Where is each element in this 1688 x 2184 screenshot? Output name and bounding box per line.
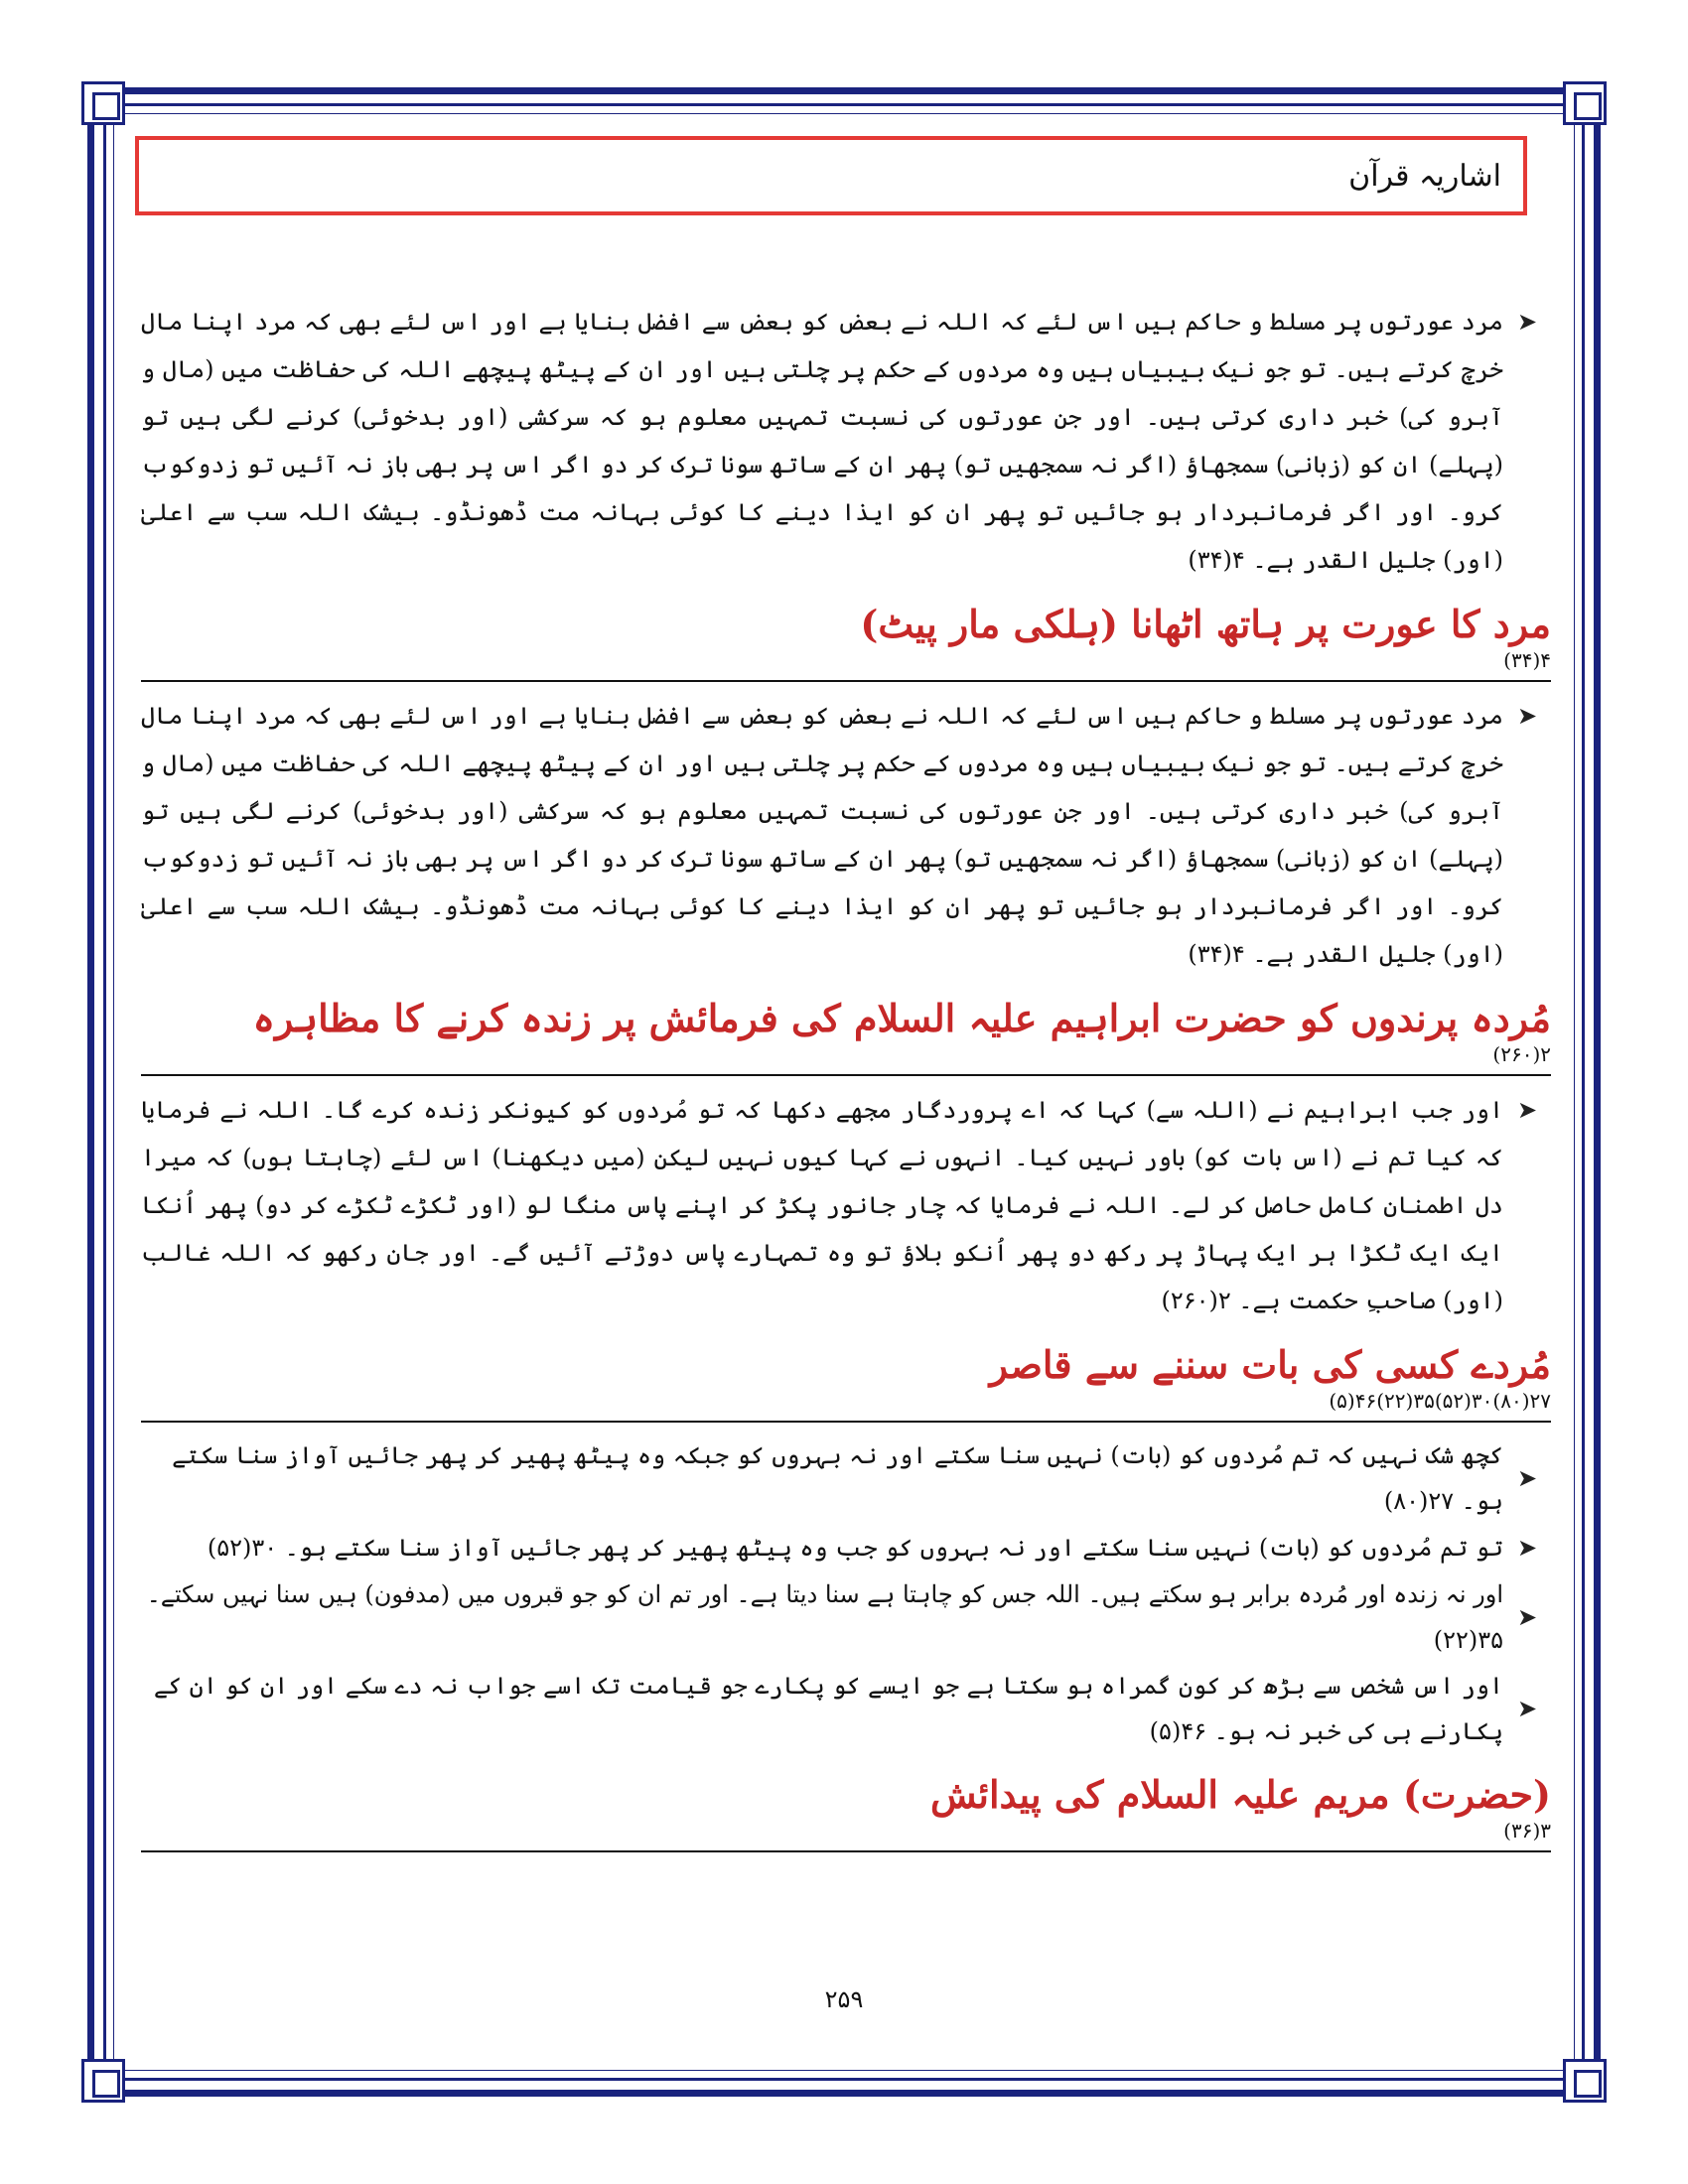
list-item bbox=[141, 1433, 1551, 1524]
list-item bbox=[141, 1571, 1551, 1663]
list-item bbox=[141, 1086, 1551, 1324]
page-title: اشاریہ قرآن bbox=[1348, 158, 1501, 194]
corner-ornament bbox=[1563, 2059, 1607, 2103]
list-item bbox=[141, 298, 1551, 584]
paragraph-text: مرد عورتوں پر مسلط و حاکم ہیں اس لئے کہ اللہ نے بعض کو بعض سے افضل بنایا ہے اور اس لئے بھی کہ مرد اپنا مال خرچ کرتے ہیں۔ تو جو نیک بیبیاں ہیں وہ مردوں کے حکم پر چلتی ہیں اور ان کے پیٹھ پیچھے اللہ کی حفاظت میں (مال و آبرو کی) خبر داری کرتی ہیں۔ اور جن عورتوں کی نسبت تمہیں معلوم ہو کہ سرکشی (اور بدخوئی) کرنے لگی ہیں تو (پہلے) ان کو (زبانی) سمجھاؤ (اگر نہ سمجھیں تو) پھر ان کے ساتھ سونا ترک کر دو اگر اس پر بھی باز نہ آئیں تو زدوکوب کرو۔ اور اگر فرمانبردار ہو جائیں تو پھر ان کو ایذا دینے کا کوئی بہانہ مت ڈھونڈو۔ بیشک اللہ سب سے اعلیٰ (اور) جلیل القدر ہے۔ ۴(۳۴) bbox=[141, 702, 1504, 968]
verse-reference: ۲۷(۸۰)۳۰(۵۲)۳۵(۲۲)۴۶(۵) bbox=[1329, 1389, 1551, 1413]
list-item bbox=[141, 1524, 1551, 1571]
main-content bbox=[141, 298, 1551, 1862]
paragraph-text: مرد عورتوں پر مسلط و حاکم ہیں اس لئے کہ اللہ نے بعض کو بعض سے افضل بنایا ہے اور اس لئے بھی کہ مرد اپنا مال خرچ کرتے ہیں۔ تو جو نیک بیبیاں ہیں وہ مردوں کے حکم پر چلتی ہیں اور ان کے پیٹھ پیچھے اللہ کی حفاظت میں (مال و آبرو کی) خبر داری کرتی ہیں۔ اور جن عورتوں کی نسبت تمہیں معلوم ہو کہ سرکشی (اور بدخوئی) کرنے لگی ہیں تو (پہلے) ان کو (زبانی) سمجھاؤ (اگر نہ سمجھیں تو) پھر ان کے ساتھ سونا ترک کر دو اگر اس پر بھی باز نہ آئیں تو زدوکوب کرو۔ اور اگر فرمانبردار ہو جائیں تو پھر ان کو ایذا دینے کا کوئی بہانہ مت ڈھونڈو۔ بیشک اللہ سب سے اعلیٰ (اور) جلیل القدر ہے۔ ۴(۳۴) bbox=[141, 308, 1504, 574]
verse-reference: ۴(۳۴) bbox=[1503, 648, 1551, 672]
paragraph-text: اور اس شخص سے بڑھ کر کون گمراہ ہو سکتا ہے جو ایسے کو پکارے جو قیامت تک اسے جواب نہ دے سکے اور ان کو ان کے پکارنے ہی کی خبر نہ ہو۔ ۴۶(۵) bbox=[153, 1672, 1503, 1745]
paragraph-text: کچھ شک نہیں کہ تم مُردوں کو (بات) نہیں سنا سکتے اور نہ بہروں کو جبکہ وہ پیٹھ پھیر کر پھر جائیں آواز سنا سکتے ہو۔ ۲۷(۸۰) bbox=[172, 1441, 1503, 1515]
corner-ornament bbox=[81, 81, 125, 125]
paragraph-text: اور جب ابراہیم نے (اللہ سے) کہا کہ اے پروردگار مجھے دکھا کہ تو مُردوں کو کیونکر زندہ کرے گا۔ اللہ نے فرمایا کہ کیا تم نے (اس بات کو) باور نہیں کیا۔ انہوں نے کہا کیوں نہیں لیکن (میں دیکھنا) اس لئے (چاہتا ہوں) کہ میرا دل اطمنان کامل حاصل کر لے۔ اللہ نے فرمایا کہ چار جانور پکڑ کر اپنے پاس منگا لو (اور ٹکڑے ٹکڑے کر دو) پھر اُنکا ایک ایک ٹکڑا ہر ایک پہاڑ پر رکھ دو پھر اُنکو بلاؤ تو وہ تمہارے پاس دوڑتے آئیں گے۔ اور جان رکھو کہ اللہ غالب (اور) صاحبِ حکمت ہے۔ ۲(۲۶۰) bbox=[141, 1096, 1503, 1314]
section-heading: مرد کا عورت پر ہاتھ اٹھانا (ہلکی مار پیٹ) bbox=[860, 602, 1551, 646]
verse-reference: ۲(۲۶۰) bbox=[1492, 1042, 1551, 1066]
divider bbox=[141, 1850, 1551, 1852]
page-number: ۲۵۹ bbox=[824, 1985, 864, 2013]
section-heading: مُردہ پرندوں کو حضرت ابراہیم علیہ السلام کی فرمائش پر زندہ کرنے کا مظاہرہ bbox=[252, 996, 1551, 1040]
arrow-bullet-icon: ➤ bbox=[1516, 1534, 1538, 1562]
arrow-bullet-icon: ➤ bbox=[1516, 1695, 1538, 1722]
divider bbox=[141, 1421, 1551, 1423]
divider bbox=[141, 1074, 1551, 1076]
arrow-bullet-icon: ➤ bbox=[1516, 308, 1538, 336]
list-item bbox=[141, 692, 1551, 978]
section-heading: (حضرت) مریم علیہ السلام کی پیدائش bbox=[929, 1772, 1551, 1817]
arrow-bullet-icon: ➤ bbox=[1516, 1096, 1538, 1124]
corner-ornament bbox=[1563, 81, 1607, 125]
arrow-bullet-icon: ➤ bbox=[1516, 702, 1538, 730]
paragraph-text: تو تم مُردوں کو (بات) نہیں سنا سکتے اور نہ بہروں کو جب وہ پیٹھ پھیر کر پھر جائیں آواز سنا سکتے ہو۔ ۳۰(۵۲) bbox=[207, 1534, 1503, 1562]
divider bbox=[141, 680, 1551, 682]
paragraph-text: اور نہ زندہ اور مُردہ برابر ہو سکتے ہیں۔ اللہ جس کو چاہتا ہے سنا دیتا ہے۔ اور تم ان کو جو قبروں میں (مدفون) ہیں سنا نہیں سکتے۔ ۳۵(۲۲) bbox=[146, 1580, 1503, 1654]
arrow-bullet-icon: ➤ bbox=[1516, 1603, 1538, 1631]
list-item bbox=[141, 1663, 1551, 1754]
section-heading: مُردے کسی کی بات سننے سے قاصر bbox=[989, 1342, 1551, 1387]
arrow-bullet-icon: ➤ bbox=[1516, 1464, 1538, 1492]
header-box bbox=[135, 136, 1527, 215]
corner-ornament bbox=[81, 2059, 125, 2103]
verse-reference: ۳(۳۶) bbox=[1503, 1819, 1551, 1843]
